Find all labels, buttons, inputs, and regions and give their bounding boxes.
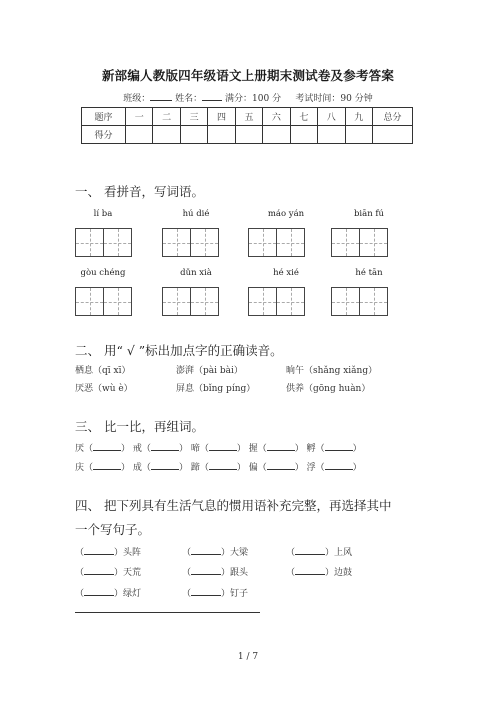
idiom-text: 天荒 bbox=[123, 568, 142, 578]
answer-blank[interactable] bbox=[267, 441, 295, 451]
score-cell bbox=[373, 126, 413, 144]
answer-blank[interactable] bbox=[295, 565, 325, 575]
writing-grid[interactable] bbox=[75, 287, 132, 316]
compare-char: 浮 bbox=[306, 463, 316, 473]
idiom-item: （ ）头阵 bbox=[75, 545, 141, 558]
score-cell bbox=[345, 126, 373, 144]
reading-option[interactable]: 供养（gōng huàn） bbox=[286, 384, 371, 394]
answer-blank[interactable] bbox=[209, 441, 237, 451]
answer-blank[interactable] bbox=[209, 460, 237, 470]
idiom-text: 钉子 bbox=[230, 589, 249, 599]
compare-word-row-2: 庆（ ） 成（ ） 蹄（ ） 偏（ ） 浮（ ） bbox=[75, 460, 362, 473]
compare-char: 蹄 bbox=[190, 463, 200, 473]
pinyin-label: hé xié bbox=[273, 268, 299, 278]
score-col-9: 九 bbox=[345, 108, 373, 126]
writing-grid[interactable] bbox=[248, 228, 305, 257]
compare-char: 厌 bbox=[75, 444, 85, 454]
score-col-3: 三 bbox=[180, 108, 207, 126]
score-cell bbox=[318, 126, 345, 144]
compare-char: 握 bbox=[248, 444, 258, 454]
answer-blank[interactable] bbox=[325, 460, 353, 470]
idiom-text: 上风 bbox=[334, 548, 353, 558]
score-cell bbox=[290, 126, 317, 144]
answer-blank[interactable] bbox=[191, 545, 221, 555]
writing-grid[interactable] bbox=[248, 287, 305, 316]
writing-grid[interactable] bbox=[75, 228, 132, 257]
score-table bbox=[81, 107, 413, 144]
writing-grid[interactable] bbox=[162, 287, 219, 316]
idiom-item: （ ）绿灯 bbox=[75, 586, 141, 599]
idiom-item: （ ）跟头 bbox=[182, 565, 248, 578]
answer-blank[interactable] bbox=[84, 545, 114, 555]
writing-grid[interactable] bbox=[331, 228, 388, 257]
idiom-item: （ ）钉子 bbox=[182, 586, 248, 599]
reading-option[interactable]: 澎湃（pài bài） bbox=[176, 366, 243, 376]
answer-blank[interactable] bbox=[325, 441, 353, 451]
score-col-1: 一 bbox=[126, 108, 153, 126]
pinyin-label: gòu chéng bbox=[80, 268, 126, 278]
compare-char: 成 bbox=[132, 463, 142, 473]
idiom-text: 大梁 bbox=[230, 548, 249, 558]
pinyin-label: biān fú bbox=[353, 209, 385, 219]
reading-option[interactable]: 厌恶（wù è） bbox=[75, 384, 133, 394]
reading-option[interactable]: 晌午（shǎng xiǎng） bbox=[286, 366, 378, 376]
score-col-2: 二 bbox=[153, 108, 180, 126]
compare-char: 偏 bbox=[248, 463, 258, 473]
score-col-8: 八 bbox=[318, 108, 345, 126]
name-label: 姓名： bbox=[175, 94, 203, 104]
pinyin-label: hé tān bbox=[355, 268, 383, 278]
section4-heading-line1: 四、 把下列具有生活气息的惯用语补充完整，再选择其中 bbox=[75, 498, 392, 513]
idiom-text: 边鼓 bbox=[334, 568, 353, 578]
reading-option[interactable]: 屏息（bǐng píng） bbox=[176, 384, 256, 394]
pinyin-label: lí ba bbox=[93, 209, 113, 219]
idiom-text: 头阵 bbox=[123, 548, 142, 558]
score-col-label: 题序 bbox=[82, 108, 126, 126]
score-col-4: 四 bbox=[208, 108, 235, 126]
writing-grid[interactable] bbox=[331, 287, 388, 316]
compare-char: 戒 bbox=[132, 444, 142, 454]
sentence-answer-line[interactable] bbox=[75, 612, 260, 613]
idiom-item: （ ）大梁 bbox=[182, 545, 248, 558]
idiom-text: 跟头 bbox=[230, 568, 249, 578]
reading-option[interactable]: 栖息（qī xī） bbox=[75, 366, 131, 376]
idiom-item: （ ）上风 bbox=[286, 545, 352, 558]
compare-char: 啼 bbox=[190, 444, 200, 454]
compare-word-row-1: 厌（ ） 戒（ ） 啼（ ） 握（ ） 孵（ ） bbox=[75, 441, 362, 454]
compare-char: 庆 bbox=[75, 463, 85, 473]
section3-heading: 三、 比一比，再组词。 bbox=[75, 419, 204, 434]
score-col-5: 五 bbox=[235, 108, 262, 126]
answer-blank[interactable] bbox=[191, 565, 221, 575]
score-cell bbox=[235, 126, 262, 144]
score-cell bbox=[153, 126, 180, 144]
idiom-item: （ ）边鼓 bbox=[286, 565, 352, 578]
score-col-7: 七 bbox=[290, 108, 317, 126]
exam-info bbox=[0, 91, 496, 104]
pinyin-label: máo yán bbox=[267, 209, 305, 219]
section2-heading: 二、 用“ √ ”标出加点字的正确读音。 bbox=[75, 343, 283, 358]
score-col-total: 总分 bbox=[373, 108, 413, 126]
answer-blank[interactable] bbox=[151, 460, 179, 470]
compare-char: 孵 bbox=[306, 444, 316, 454]
pinyin-label: hú dié bbox=[182, 209, 210, 219]
idiom-item: （ ）天荒 bbox=[75, 565, 141, 578]
class-label: 班级： bbox=[123, 94, 151, 104]
section4-heading-line2: 一个写句子。 bbox=[75, 522, 151, 537]
full-score: 满分：100 分 bbox=[225, 94, 282, 104]
answer-blank[interactable] bbox=[191, 586, 221, 596]
score-table-header-row bbox=[82, 108, 413, 126]
answer-blank[interactable] bbox=[84, 586, 114, 596]
page-number: 1 / 7 bbox=[237, 652, 259, 662]
score-col-6: 六 bbox=[263, 108, 290, 126]
pinyin-label: dǔn xià bbox=[180, 268, 212, 278]
section1-heading: 一、 看拼音，写词语。 bbox=[75, 184, 204, 199]
class-blank bbox=[150, 91, 172, 101]
score-cell bbox=[126, 126, 153, 144]
answer-blank[interactable] bbox=[93, 441, 121, 451]
answer-blank[interactable] bbox=[295, 545, 325, 555]
answer-blank[interactable] bbox=[84, 565, 114, 575]
score-cell bbox=[208, 126, 235, 144]
exam-time: 考试时间：90 分钟 bbox=[295, 94, 373, 104]
idiom-text: 绿灯 bbox=[123, 589, 142, 599]
score-table-score-row bbox=[82, 126, 413, 144]
name-blank bbox=[202, 91, 222, 101]
score-row-label: 得分 bbox=[82, 126, 126, 144]
answer-blank[interactable] bbox=[93, 460, 121, 470]
page-title: 新部编人教版四年级语文上册期末测试卷及参考答案 bbox=[101, 68, 395, 83]
answer-blank[interactable] bbox=[151, 441, 179, 451]
score-cell bbox=[180, 126, 207, 144]
score-cell bbox=[263, 126, 290, 144]
writing-grid[interactable] bbox=[162, 228, 219, 257]
answer-blank[interactable] bbox=[267, 460, 295, 470]
